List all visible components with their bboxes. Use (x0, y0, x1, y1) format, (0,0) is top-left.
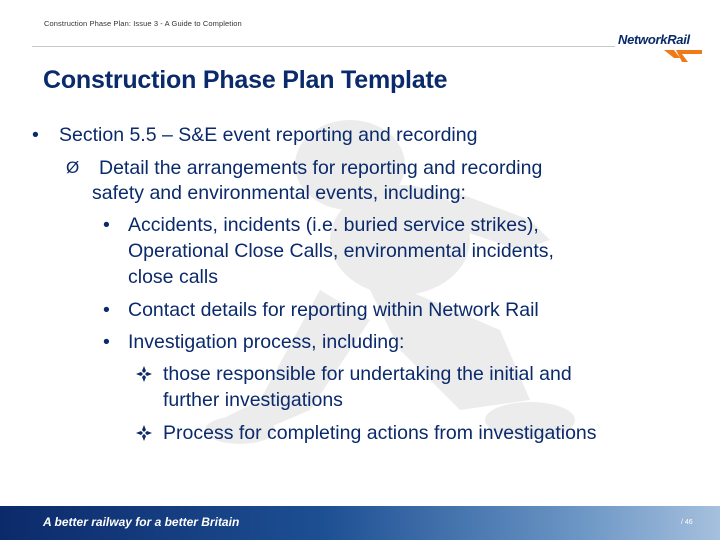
bullet-responsible-line1: those responsible for undertaking the initial and (163, 363, 572, 385)
bullet-accidents-line3: close calls (128, 266, 218, 288)
slide-title: Construction Phase Plan Template (43, 66, 448, 94)
bullet-marker: • (103, 299, 110, 321)
bullet-accidents-line2: Operational Close Calls, environmental incidents, (128, 240, 554, 262)
diamond-bullet-icon (136, 366, 152, 382)
bullet-arrangements-line2: safety and environmental events, including: (92, 182, 466, 204)
bullet-section-heading: Section 5.5 – S&E event reporting and recording (59, 124, 478, 146)
bullet-marker: • (32, 124, 39, 146)
bullet-investigation-process: Investigation process, including: (128, 331, 405, 353)
bullet-arrangements-line1: Detail the arrangements for reporting and recording (99, 157, 543, 179)
arrow-bullet-icon: Ø (66, 158, 80, 177)
bullet-accidents-line1: Accidents, incidents (i.e. buried service strikes), (128, 214, 539, 236)
header-document-title: Construction Phase Plan: Issue 3 - A Guide to Completion (44, 19, 242, 28)
bullet-marker: • (103, 331, 110, 353)
footer-tagline: A better railway for a better Britain (43, 515, 240, 529)
bullet-marker: • (103, 214, 110, 236)
footer-bar (0, 506, 720, 540)
page-number: / 46 (681, 519, 693, 526)
bullet-contact-details: Contact details for reporting within Network Rail (128, 299, 539, 321)
bullet-responsible-line2: further investigations (163, 389, 343, 411)
bullet-completing-actions: Process for completing actions from investigations (163, 422, 597, 444)
diamond-bullet-icon (136, 425, 152, 441)
logo-text: NetworkRail (618, 32, 690, 47)
